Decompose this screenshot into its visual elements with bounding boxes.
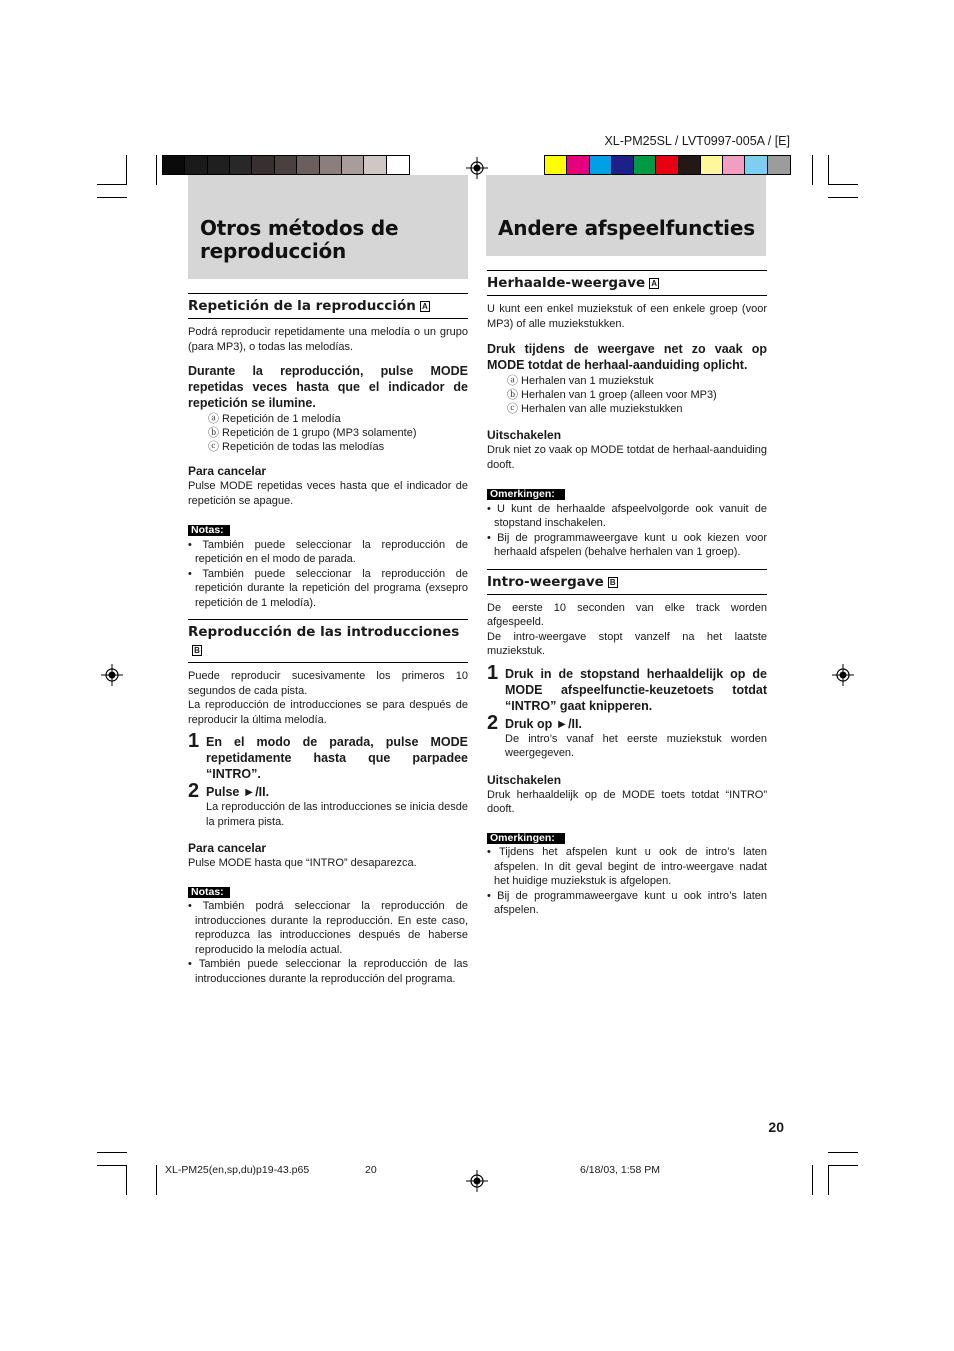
- note-item: • Bij de programmaweergave kunt u ook kiezen voor herhaald afspelen (behalve herhalen van 1 groep).: [487, 531, 767, 560]
- note-item: • Bij de programmaweergave kunt u ook intro’s laten afspelen.: [487, 889, 767, 918]
- body-text: De eerste 10 seconden van elke track worden afgespeeld.: [487, 601, 767, 628]
- grayscale-bar: [162, 155, 410, 175]
- registration-mark-icon: [466, 1170, 488, 1192]
- list-item: ⓒ Herhalen van alle muziekstukken: [507, 403, 683, 415]
- step-note: De intro’s vanaf het eerste muziekstuk worden weergegeven.: [505, 732, 767, 759]
- note-item: • También puede seleccionar la reproducción de repetición en el modo de parada.: [188, 538, 468, 567]
- color-patch: [252, 156, 274, 174]
- body-text: La reproducción de introducciones se para después de reproducir la última melodía.: [188, 699, 468, 726]
- spanish-column: [188, 293, 468, 986]
- step-text: Druk op ►/II.: [505, 716, 582, 731]
- page-title: Otros métodos de reproducción: [200, 216, 399, 263]
- color-patch: [297, 156, 319, 174]
- body-text: De intro-weergave stopt vanzelf na het laatste muziekstuk.: [487, 630, 767, 657]
- list-item: ⓒ Repetición de todas las melodías: [208, 441, 385, 453]
- color-patch: [342, 156, 364, 174]
- body-text: Pulse MODE hasta que “INTRO” desaparezca.: [188, 857, 417, 869]
- registration-mark-icon: [832, 664, 854, 686]
- color-patch: [679, 156, 701, 174]
- notes-label: Notas:: [188, 525, 230, 536]
- list-item: ⓑ Herhalen van 1 groep (alleen voor MP3): [507, 389, 717, 401]
- body-text: Puede reproducir sucesivamente los primeros 10 segundos de cada pista.: [188, 670, 468, 697]
- list-item: ⓑ Repetición de 1 grupo (MP3 solamente): [208, 427, 417, 439]
- step: [487, 661, 767, 714]
- color-patch: [656, 156, 678, 174]
- subheading: Uitschakelen: [487, 772, 562, 787]
- color-patch: [185, 156, 207, 174]
- color-patch: [590, 156, 612, 174]
- body-text: U kunt een enkel muziekstuk of een enkele groep (voor MP3) of alle muziekstukken.: [487, 303, 767, 330]
- notes-label: Omerkingen:: [487, 489, 565, 500]
- color-patch: [387, 156, 409, 174]
- dutch-title-box: [486, 175, 766, 256]
- note-item: • También puede seleccionar la reproducción de repetición durante la repetición del programa (exsepro repetición de 1 melodía).: [188, 567, 468, 611]
- subheading: Uitschakelen: [487, 428, 562, 442]
- color-patch: [275, 156, 297, 174]
- step-text: En el modo de parada, pulse MODE repetidamente hasta que parpadee “INTRO”.: [206, 735, 468, 781]
- body-text: Pulse MODE repetidas veces hasta que el indicador de repetición se apague.: [188, 480, 468, 507]
- section-heading: Intro-weergave B: [487, 569, 767, 595]
- model-code: XL-PM25SL / LVT0997-005A / [E]: [604, 134, 790, 148]
- section-tag: B: [192, 645, 202, 656]
- notes-label: Omerkingen:: [487, 833, 565, 844]
- instruction: Druk tijdens de weergave net zo vaak op MODE totdat de herhaal-aanduiding oplicht.: [487, 342, 767, 372]
- color-patch: [701, 156, 723, 174]
- body-text: Podrá reproducir repetidamente una melodía o un grupo (para MP3), o todas las melodías.: [188, 326, 468, 353]
- page-title: Andere afspeelfuncties: [498, 216, 755, 240]
- step: [487, 711, 767, 761]
- color-bar: [544, 155, 791, 175]
- footer-filename: XL-PM25(en,sp,du)p19-43.p65: [165, 1164, 310, 1176]
- note-item: • También podrá seleccionar la reproducción de introducciones durante la reproducción. En este caso, reproduzca las introducciones después de haberse reproducido la melodía actual.: [188, 899, 468, 957]
- step-text: Pulse ►/II.: [206, 785, 270, 799]
- color-patch: [230, 156, 252, 174]
- section-tag: A: [420, 301, 430, 312]
- color-patch: [208, 156, 230, 174]
- note-item: • También puede seleccionar la reproducción de las introducciones durante la reproducción del programa.: [188, 957, 468, 986]
- step-number: 2: [188, 780, 200, 802]
- body-text: Druk niet zo vaak op MODE totdat de herhaal-aanduiding dooft.: [487, 444, 767, 471]
- footer-date: 6/18/03, 1:58 PM: [580, 1164, 660, 1176]
- list-item: ⓐ Herhalen van 1 muziekstuk: [507, 375, 654, 387]
- note-item: • U kunt de herhaalde afspeelvolgorde ook vanuit de stopstand inschakelen.: [487, 502, 767, 531]
- color-patch: [612, 156, 634, 174]
- section-heading: Herhaalde-weergave A: [487, 270, 767, 296]
- footer-page: 20: [365, 1164, 377, 1176]
- body-text: Druk herhaaldelijk op de MODE toets totdat “INTRO” dooft.: [487, 788, 767, 815]
- section-heading: Reproducción de las introduccionesB: [188, 619, 468, 663]
- subheading: Para cancelar: [188, 841, 267, 855]
- color-patch: [567, 156, 589, 174]
- color-patch: [320, 156, 342, 174]
- dutch-column: [487, 270, 767, 918]
- page-number: 20: [768, 1119, 784, 1135]
- list-item: ⓐ Repetición de 1 melodía: [208, 413, 341, 425]
- color-patch: [163, 156, 185, 174]
- section-tag: B: [608, 577, 618, 588]
- registration-mark-icon: [466, 157, 488, 179]
- step-note: La reproducción de las introducciones se inicia desde la primera pista.: [206, 801, 468, 828]
- color-patch: [545, 156, 567, 174]
- section-heading: Repetición de la reproducción A: [188, 293, 468, 319]
- notes-label: Notas:: [188, 887, 230, 898]
- step: [188, 730, 468, 782]
- color-patch: [745, 156, 767, 174]
- note-item: • Tijdens het afspelen kunt u ook de intro’s laten afspelen. In dit geval begint de intro-weergave nadat het huidige muziekstuk is afgelopen.: [487, 845, 767, 889]
- spanish-title-box: [188, 175, 468, 279]
- step-text: Druk in de stopstand herhaaldelijk op de MODE afspeelfunctie-keuzetoets totdat “INTRO” gaat knipperen.: [505, 666, 767, 713]
- color-patch: [768, 156, 790, 174]
- color-patch: [634, 156, 656, 174]
- instruction: Durante la reproducción, pulse MODE repetidas veces hasta que el indicador de repetición se ilumine.: [188, 364, 468, 410]
- registration-mark-icon: [101, 664, 123, 686]
- color-patch: [364, 156, 386, 174]
- color-patch: [723, 156, 745, 174]
- step: [188, 780, 468, 829]
- step-number: 1: [487, 661, 499, 684]
- step-number: 2: [487, 711, 499, 734]
- section-tag: A: [649, 278, 659, 289]
- subheading: Para cancelar: [188, 464, 267, 478]
- step-number: 1: [188, 730, 200, 752]
